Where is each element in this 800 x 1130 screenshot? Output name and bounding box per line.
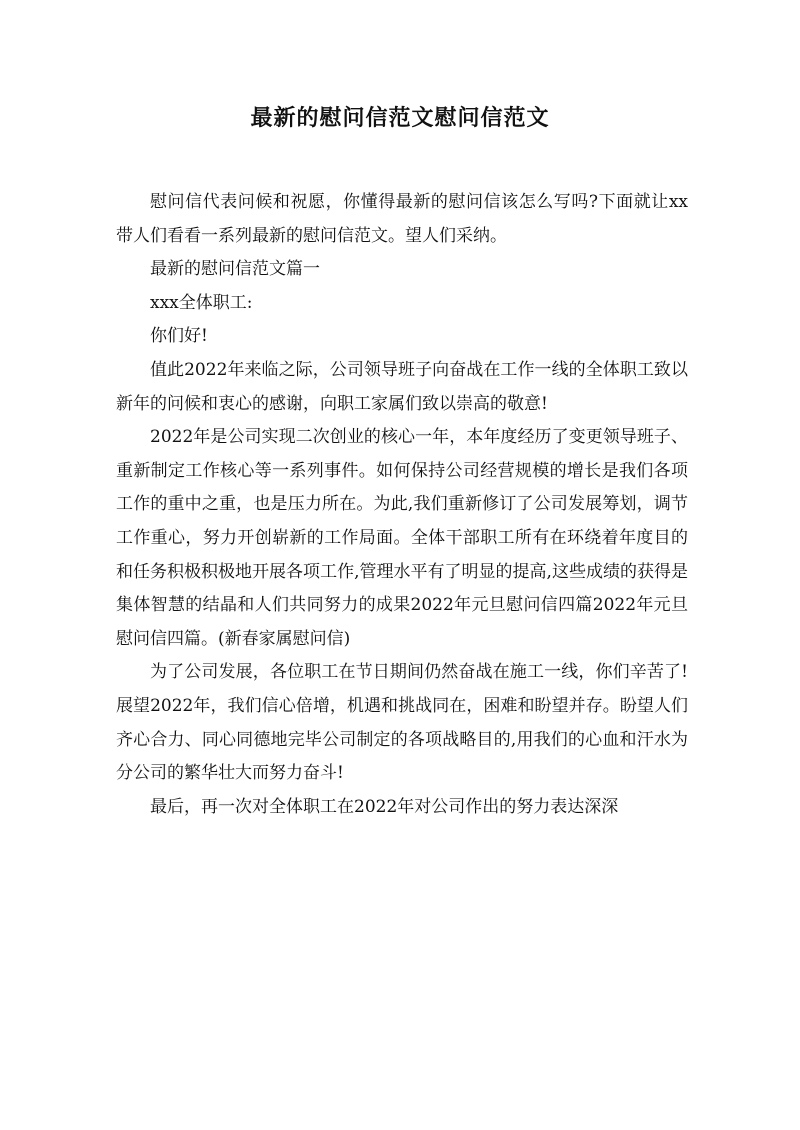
paragraph-year-review: 2022年是公司实现二次创业的核心一年，本年度经历了变更领导班子、重新制定工作核心等一系列事件。如何保持公司经营规模的增长是我们各项工作的重中之重，也是压力所在。为此,我们重新修订了公司发展筹划，调节工作重心，努力开创崭新的工作局面。全体干部职工所有在环绕着年度目的和任务积极积极地开展各项工作,管理水平有了明显的提高,这些成绩的获得是集体智慧的结晶和人们共同努力的成果2022年元旦慰问信四篇2022年元旦慰问信四篇。(新春家属慰问信) <box>116 427 688 649</box>
paragraph-section-heading: 最新的慰问信范文篇一 <box>150 259 320 280</box>
paragraph-intro: 慰问信代表问候和祝愿，你懂得最新的慰问信该怎么写吗?下面就让xx带人们看看一系列最新的慰问信范文。望人们采纳。 <box>116 192 688 246</box>
paragraph-closing: 最后，再一次对全体职工在2022年对公司作出的努力表达深深 <box>150 796 619 817</box>
paragraph-salutation: xxx全体职工: <box>150 292 253 313</box>
document-body <box>116 186 688 824</box>
paragraph-greeting: 你们好! <box>150 326 208 347</box>
document-title: 最新的慰问信范文慰问信范文 <box>250 105 550 131</box>
paragraph-new-year-wishes: 值此2022年来临之际，公司领导班子向奋战在工作一线的全体职工致以新年的问候和衷心的感谢，向职工家属们致以崇高的敬意! <box>116 359 688 414</box>
paragraph-outlook: 为了公司发展，各位职工在节日期间仍然奋战在施工一线，你们辛苦了!展望2022年，我们信心倍增，机遇和挑战同在，困难和盼望并存。盼望人们齐心合力、同心同德地完毕公司制定的各项战略目的,用我们的心血和汗水为分公司的繁华壮大而努力奋斗! <box>116 662 688 784</box>
